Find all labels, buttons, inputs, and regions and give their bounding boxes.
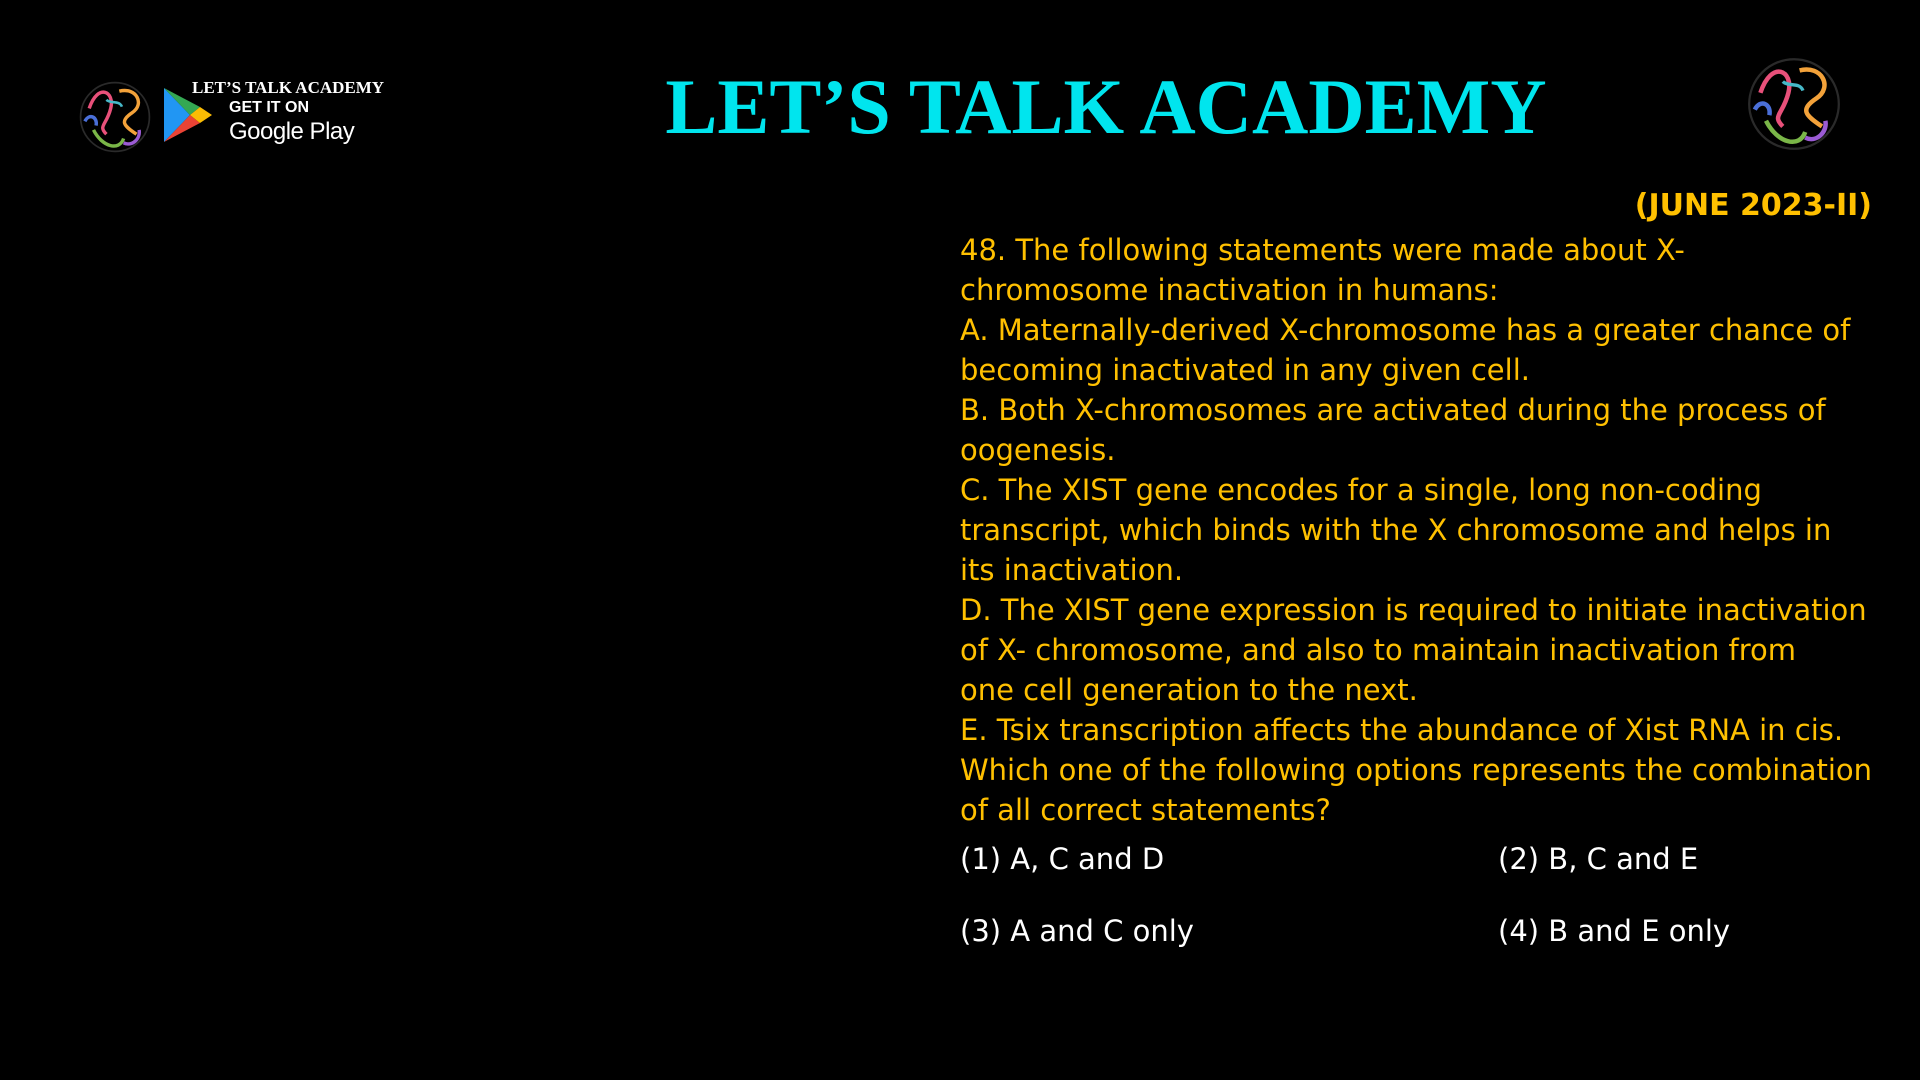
statement-line: B. Both X-chromosomes are activated during the process of xyxy=(960,393,1826,427)
statement-line: of X- chromosome, and also to maintain inactivation from xyxy=(960,633,1797,667)
statement-line: E. Tsix transcription affects the abundance of Xist RNA in cis. xyxy=(960,713,1844,747)
statement-line: becoming inactivated in any given cell. xyxy=(960,353,1530,387)
answer-option-2[interactable]: (2) B, C and E xyxy=(1498,842,1699,876)
page-title: LET’S TALK ACADEMY xyxy=(665,63,1547,150)
brand-name-small: LET’S TALK ACADEMY xyxy=(192,78,385,97)
question-line: 48. The following statements were made about X- xyxy=(960,233,1685,267)
statement-line: D. The XIST gene expression is required to initiate inactivation xyxy=(960,593,1867,627)
answer-option-3[interactable]: (3) A and C only xyxy=(960,914,1194,948)
google-play-label[interactable]: Google Play xyxy=(229,118,355,145)
statement-line: A. Maternally-derived X-chromosome has a greater chance of xyxy=(960,313,1851,347)
question-prompt-line: of all correct statements? xyxy=(960,793,1331,827)
statement-line: C. The XIST gene encodes for a single, long non-coding xyxy=(960,473,1762,507)
question-prompt-line: Which one of the following options represents the combination xyxy=(960,753,1873,787)
academy-logo-icon xyxy=(1738,48,1850,160)
question-text xyxy=(960,230,1900,830)
statement-line: its inactivation. xyxy=(960,553,1184,587)
exam-session-tag: (JUNE 2023-II) xyxy=(1634,188,1872,223)
statement-line: one cell generation to the next. xyxy=(960,673,1418,707)
answer-option-1[interactable]: (1) A, C and D xyxy=(960,842,1165,876)
get-it-on-label: GET IT ON xyxy=(229,99,309,116)
answer-option-4[interactable]: (4) B and E only xyxy=(1498,914,1731,948)
statement-line: oogenesis. xyxy=(960,433,1116,467)
question-line: chromosome inactivation in humans: xyxy=(960,273,1499,307)
statement-line: transcript, which binds with the X chromosome and helps in xyxy=(960,513,1832,547)
